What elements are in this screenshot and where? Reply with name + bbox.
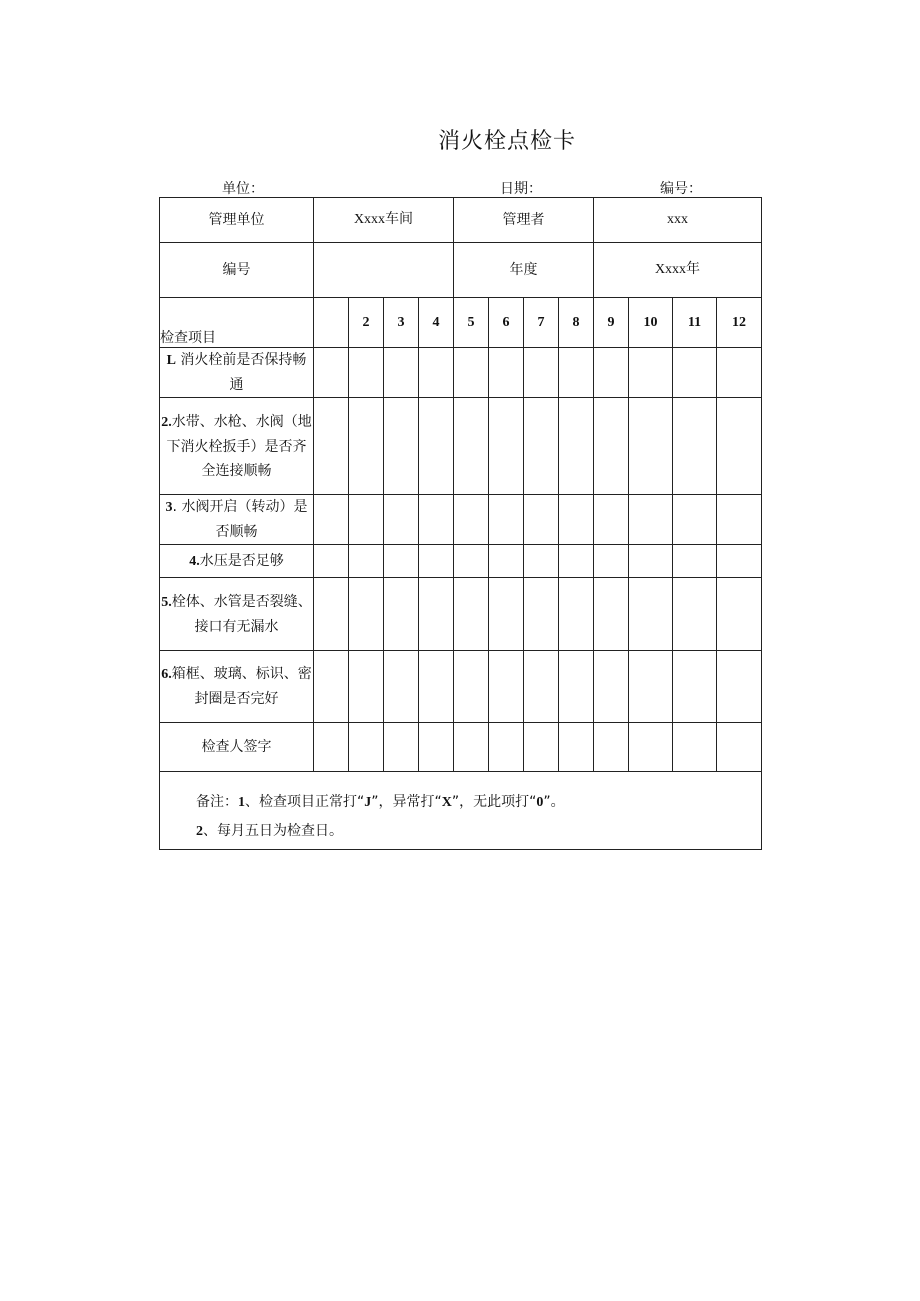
check-cell[interactable]: [524, 545, 559, 578]
check-cell[interactable]: [419, 348, 454, 398]
check-item-4-text: 水压是否足够: [199, 552, 284, 569]
check-cell[interactable]: [489, 495, 524, 545]
check-cell[interactable]: [524, 578, 559, 651]
check-cell[interactable]: [489, 398, 524, 495]
check-item-5: [160, 578, 314, 651]
signature-cell[interactable]: [673, 723, 717, 772]
check-cell[interactable]: [559, 545, 594, 578]
check-cell[interactable]: [419, 578, 454, 651]
check-cell[interactable]: [349, 348, 384, 398]
check-item-2: [160, 398, 314, 495]
page-title: 消火栓点检卡: [437, 129, 576, 154]
month-header-12: 12: [717, 298, 762, 348]
check-item-6: [160, 651, 314, 723]
check-cell[interactable]: [524, 398, 559, 495]
check-cell[interactable]: [594, 578, 629, 651]
signature-cell[interactable]: [489, 723, 524, 772]
check-cell[interactable]: [419, 398, 454, 495]
check-cell[interactable]: [489, 545, 524, 578]
check-cell[interactable]: [384, 348, 419, 398]
check-cell[interactable]: [629, 651, 673, 723]
check-cell[interactable]: [629, 545, 673, 578]
info-row-code: [160, 243, 762, 298]
month-header-8: 8: [559, 298, 594, 348]
check-item-2-text: 水带、水枪、水阀（地下消火栓扳手）是否齐全连接顺畅: [166, 413, 312, 479]
check-cell[interactable]: [629, 398, 673, 495]
signature-label: 检查人签字: [160, 723, 314, 772]
year-value: Xxxx年: [594, 243, 762, 298]
check-cell[interactable]: [489, 578, 524, 651]
note-1-mark-abnormal: X: [441, 795, 452, 810]
check-row-5: [160, 578, 762, 651]
signature-row: [160, 723, 762, 772]
check-item-6-text: 箱框、玻璃、标识、密封圈是否完好: [171, 666, 312, 707]
check-cell[interactable]: [454, 348, 489, 398]
check-cell[interactable]: [673, 398, 717, 495]
check-item-header: 检查项目: [160, 298, 314, 348]
note-1-mark-none: 0: [536, 795, 544, 810]
check-cell[interactable]: [384, 651, 419, 723]
month-header-7: 7: [524, 298, 559, 348]
check-cell[interactable]: [349, 545, 384, 578]
signature-cell[interactable]: [384, 723, 419, 772]
check-cell[interactable]: [559, 398, 594, 495]
check-item-3: [160, 495, 314, 545]
notes-cell: [160, 772, 762, 850]
month-header-10: 10: [629, 298, 673, 348]
note-line-1: [196, 788, 761, 817]
month-header-9: 9: [594, 298, 629, 348]
check-cell[interactable]: [454, 578, 489, 651]
check-cell[interactable]: [349, 398, 384, 495]
month-header-6: 6: [489, 298, 524, 348]
check-item-1-num: L: [166, 353, 176, 368]
note-2-num: 2: [196, 824, 203, 839]
note-1-num: 1: [238, 795, 245, 810]
check-cell[interactable]: [314, 578, 349, 651]
manager-value: xxx: [594, 198, 762, 243]
check-cell[interactable]: [673, 651, 717, 723]
check-cell[interactable]: [594, 348, 629, 398]
check-cell[interactable]: [559, 348, 594, 398]
check-cell[interactable]: [594, 398, 629, 495]
check-cell[interactable]: [454, 398, 489, 495]
check-cell[interactable]: [524, 495, 559, 545]
manage-unit-label: 管理单位: [160, 198, 314, 243]
check-cell[interactable]: [349, 578, 384, 651]
check-cell[interactable]: [717, 495, 762, 545]
check-item-4: [160, 545, 314, 578]
signature-cell[interactable]: [717, 723, 762, 772]
check-cell[interactable]: [594, 545, 629, 578]
check-cell[interactable]: [314, 398, 349, 495]
check-cell[interactable]: [717, 651, 762, 723]
year-label: 年度: [454, 243, 594, 298]
check-cell[interactable]: [717, 398, 762, 495]
note-1-text-b: ”，异常打“: [371, 794, 442, 810]
check-cell[interactable]: [384, 495, 419, 545]
code-label: 编号: [160, 243, 314, 298]
check-row-2: [160, 398, 762, 495]
check-cell[interactable]: [384, 398, 419, 495]
check-row-6: [160, 651, 762, 723]
check-item-6-num: 6.: [161, 667, 172, 682]
check-cell[interactable]: [559, 651, 594, 723]
note-1-mark-normal: J: [364, 795, 372, 810]
check-cell[interactable]: [314, 545, 349, 578]
note-prefix: 备注：: [196, 794, 238, 810]
signature-cell[interactable]: [454, 723, 489, 772]
check-cell[interactable]: [629, 578, 673, 651]
check-cell[interactable]: [717, 578, 762, 651]
signature-cell[interactable]: [524, 723, 559, 772]
check-cell[interactable]: [673, 578, 717, 651]
check-cell[interactable]: [419, 651, 454, 723]
check-cell[interactable]: [717, 545, 762, 578]
check-item-1-text: 消火栓前是否保持畅通: [175, 352, 307, 393]
check-cell[interactable]: [489, 348, 524, 398]
signature-cell[interactable]: [629, 723, 673, 772]
check-cell[interactable]: [717, 348, 762, 398]
check-cell[interactable]: [594, 495, 629, 545]
month-header-2: 2: [349, 298, 384, 348]
check-cell[interactable]: [489, 651, 524, 723]
check-cell[interactable]: [419, 545, 454, 578]
number-label: 编号：: [660, 181, 702, 197]
signature-cell[interactable]: [314, 723, 349, 772]
check-cell[interactable]: [454, 495, 489, 545]
date-label: 日期：: [500, 181, 542, 197]
check-item-1: [160, 348, 314, 398]
note-1-text-c: ”，无此项打“: [451, 794, 537, 810]
check-row-3: [160, 495, 762, 545]
manage-unit-value: Xxxx车间: [314, 198, 454, 243]
unit-label: 单位：: [222, 181, 264, 197]
check-cell[interactable]: [559, 578, 594, 651]
check-cell[interactable]: [594, 651, 629, 723]
check-cell[interactable]: [673, 545, 717, 578]
check-cell[interactable]: [419, 495, 454, 545]
check-cell[interactable]: [314, 348, 349, 398]
code-value: [314, 243, 454, 298]
check-cell[interactable]: [384, 578, 419, 651]
check-item-2-num: 2.: [161, 414, 172, 430]
check-item-4-num: 4.: [189, 553, 200, 569]
month-header-11: 11: [673, 298, 717, 348]
month-header-1: [314, 298, 349, 348]
month-header-3: 3: [384, 298, 419, 348]
check-cell[interactable]: [454, 545, 489, 578]
note-2-text: 、每月五日为检查日。: [203, 823, 343, 839]
month-header-row: [160, 298, 762, 348]
check-cell[interactable]: [524, 348, 559, 398]
check-cell[interactable]: [314, 495, 349, 545]
note-1-text-a: 、检查项目正常打“: [245, 794, 365, 810]
check-cell[interactable]: [349, 651, 384, 723]
check-cell[interactable]: [384, 545, 419, 578]
manager-label: 管理者: [454, 198, 594, 243]
signature-cell[interactable]: [594, 723, 629, 772]
check-cell[interactable]: [349, 495, 384, 545]
signature-cell[interactable]: [419, 723, 454, 772]
check-row-1: [160, 348, 762, 398]
month-header-5: 5: [454, 298, 489, 348]
check-cell[interactable]: [629, 348, 673, 398]
check-cell[interactable]: [454, 651, 489, 723]
info-row-unit: [160, 198, 762, 243]
check-cell[interactable]: [629, 495, 673, 545]
check-row-4: [160, 545, 762, 578]
signature-cell[interactable]: [349, 723, 384, 772]
check-item-3-text: . 水阀开启（转动）是否顺畅: [172, 499, 308, 540]
check-item-5-text: 栓体、水管是否裂缝、接口有无漏水: [171, 593, 312, 635]
month-header-4: 4: [419, 298, 454, 348]
check-item-5-num: 5.: [161, 594, 172, 610]
check-cell[interactable]: [314, 651, 349, 723]
check-item-3-num: 3: [165, 500, 173, 515]
notes-row: [160, 772, 762, 850]
check-cell[interactable]: [524, 651, 559, 723]
signature-cell[interactable]: [559, 723, 594, 772]
check-cell[interactable]: [673, 495, 717, 545]
note-line-2: [196, 817, 761, 846]
check-cell[interactable]: [559, 495, 594, 545]
check-cell[interactable]: [673, 348, 717, 398]
note-1-text-d: ”。: [543, 794, 565, 810]
inspection-card-table: [159, 197, 762, 850]
